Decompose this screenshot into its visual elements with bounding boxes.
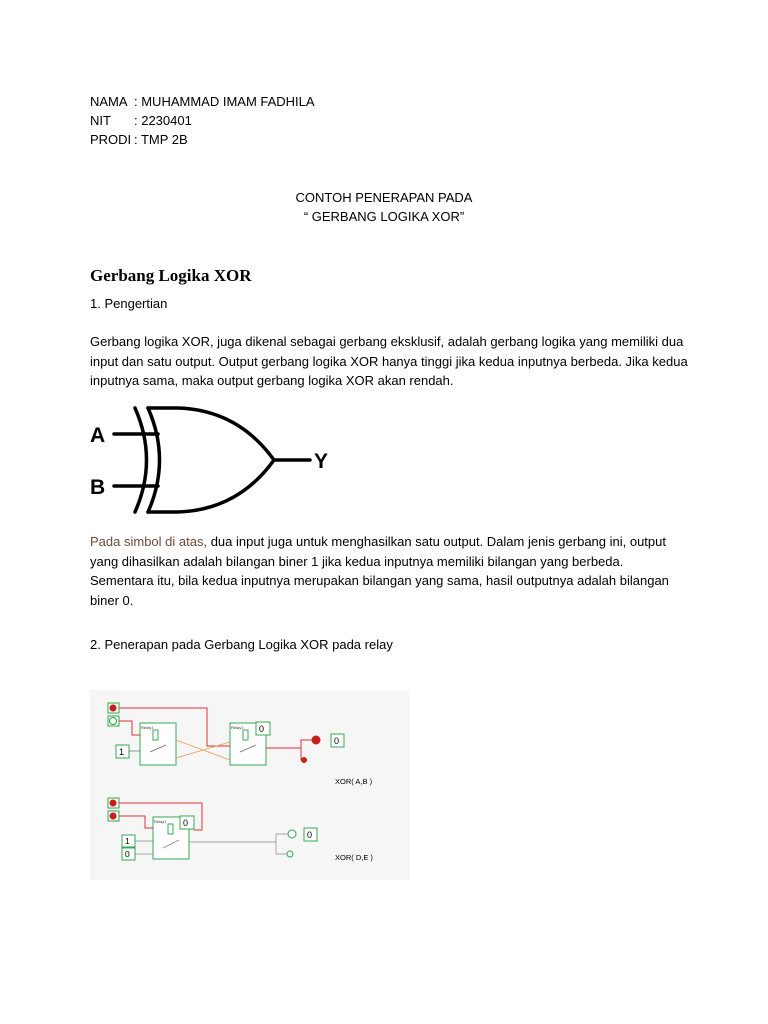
output-led-icon bbox=[312, 736, 321, 745]
header-info bbox=[90, 92, 315, 149]
output-value: 0 bbox=[334, 736, 340, 746]
output2-value: 0 bbox=[307, 830, 313, 840]
paragraph-rest: dua input juga untuk menghasilkan satu output. Dalam jenis gerbang ini, output yang dihasilkan adalah bilangan biner 1 jika kedua inputnya memiliki bilangan yang berbeda. Sementara itu, bila kedua inputnya merupakan bilangan yang sama, hasil outputnya adalah bilangan biner 0. bbox=[90, 534, 669, 608]
paragraph-definition: Gerbang logika XOR, juga dikenal sebagai gerbang eksklusif, adalah gerbang logika yang memiliki dua input dan satu output. Output gerbang logika XOR hanya tinggi jika kedua inputnya berbeda. Jika kedua inputnya sama, maka output gerbang logika XOR akan rendah. bbox=[90, 334, 688, 388]
circuit-bottom-label: XOR( D,E ) bbox=[335, 853, 373, 862]
xor-label-y: Y bbox=[314, 450, 329, 473]
relay1-title: Relay1 bbox=[141, 725, 154, 730]
doc-title-line2: “ GERBANG LOGIKA XOR” bbox=[303, 209, 465, 224]
xor-extra-curve bbox=[135, 408, 147, 512]
relay3-output-value: 0 bbox=[183, 818, 189, 828]
const-input-d-value: 1 bbox=[125, 836, 130, 846]
relay2-title: Relay1 bbox=[231, 725, 244, 730]
led-e-icon bbox=[110, 813, 117, 820]
led-d-icon bbox=[110, 800, 117, 807]
output-led2-icon bbox=[301, 757, 307, 763]
doc-title bbox=[0, 188, 768, 226]
paragraph-symbol-explanation bbox=[90, 532, 690, 610]
doc-title-line1: CONTOH PENERAPAN PADA bbox=[295, 190, 473, 205]
relay1-output-value: 0 bbox=[259, 724, 265, 734]
relay-circuit-diagram bbox=[90, 690, 410, 880]
header-row-nama: NAMA : MUHAMMAD IMAM FADHILA bbox=[90, 94, 315, 109]
xor-input-curve bbox=[148, 408, 160, 512]
led-a-icon bbox=[110, 705, 117, 712]
header-row-prodi: PRODI : TMP 2B bbox=[90, 132, 188, 147]
subheading-penerapan: 2. Penerapan pada Gerbang Logika XOR pada relay bbox=[90, 637, 393, 652]
const-input-e-value: 0 bbox=[125, 849, 130, 859]
subheading-pengertian: 1. Pengertian bbox=[90, 296, 168, 311]
xor-gate-symbol bbox=[88, 400, 338, 520]
section-heading: Gerbang Logika XOR bbox=[90, 266, 252, 285]
xor-body bbox=[148, 408, 274, 512]
xor-label-b: B bbox=[90, 476, 106, 499]
relay3-title: Relay1 bbox=[154, 819, 167, 824]
circuit-top-label: XOR( A,B ) bbox=[335, 777, 373, 786]
const-input-value: 1 bbox=[119, 747, 125, 757]
paragraph-lead: Pada simbol di atas, bbox=[90, 534, 208, 549]
header-row-nit: NIT : 2230401 bbox=[90, 113, 192, 128]
xor-label-a: A bbox=[90, 424, 106, 447]
